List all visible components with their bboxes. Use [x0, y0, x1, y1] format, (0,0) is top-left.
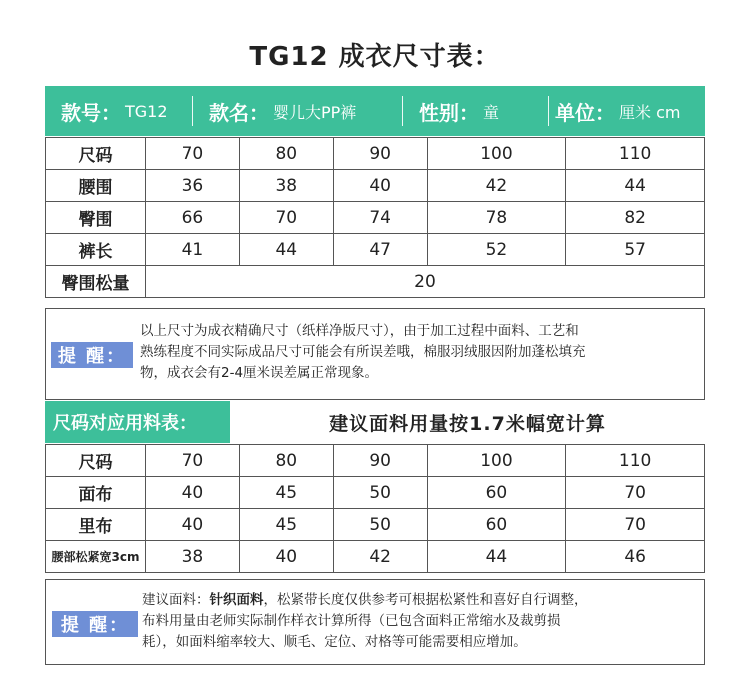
- note-emphasis: 针织面料: [209, 592, 264, 608]
- note-line: [142, 590, 698, 611]
- divider: [548, 96, 549, 126]
- table-row: [46, 234, 705, 266]
- page-title: TG12 成衣尺寸表：: [249, 42, 501, 72]
- table-cell: 110: [566, 138, 705, 170]
- gender: [403, 86, 548, 136]
- row-label: 臀围松量: [46, 266, 146, 298]
- table-row: [46, 445, 705, 477]
- table-cell: 44: [566, 170, 705, 202]
- table-cell: 50: [333, 509, 427, 541]
- tip-badge: 提 醒：: [52, 611, 138, 637]
- info-bar: [45, 86, 705, 136]
- note-text: [140, 321, 696, 384]
- row-label: 尺码: [46, 445, 146, 477]
- table-cell: 40: [333, 170, 427, 202]
- style-name-label: 款名：: [209, 100, 269, 125]
- note-line: 布料用量由老师实际制作样衣计算所得（已包含面料正常缩水及裁剪损: [142, 613, 561, 629]
- note-prefix: 建议面料：: [142, 592, 210, 608]
- table-row: [46, 266, 705, 298]
- table-cell: 80: [239, 445, 333, 477]
- table-cell: 90: [333, 138, 427, 170]
- table-cell: 36: [146, 170, 240, 202]
- table-row: [46, 138, 705, 170]
- table-cell: 70: [566, 509, 705, 541]
- table-row: [46, 509, 705, 541]
- table-cell: 57: [566, 234, 705, 266]
- table-cell: 52: [427, 234, 566, 266]
- table-cell: 82: [566, 202, 705, 234]
- style-name-value: 婴儿大PP裤: [273, 102, 357, 122]
- table-cell: 70: [146, 445, 240, 477]
- unit-label: 单位：: [555, 100, 615, 125]
- table-cell: 45: [239, 509, 333, 541]
- table-cell: 40: [146, 509, 240, 541]
- table-cell: 47: [333, 234, 427, 266]
- table-cell: 60: [427, 477, 566, 509]
- table-cell: 38: [239, 170, 333, 202]
- table-row: [46, 477, 705, 509]
- table-cell: 45: [239, 477, 333, 509]
- table-cell: 20: [146, 266, 705, 298]
- divider: [402, 96, 403, 126]
- style-name: [193, 86, 402, 136]
- table-cell: 70: [239, 202, 333, 234]
- row-label: 尺码: [46, 138, 146, 170]
- note-line: 物，成衣会有2-4厘米误差属正常现象。: [140, 365, 379, 381]
- row-label: 腰部松紧宽3cm: [46, 541, 146, 573]
- style-number-value: TG12: [125, 101, 168, 121]
- row-label: 臀围: [46, 202, 146, 234]
- table-cell: 40: [239, 541, 333, 573]
- unit-value: 厘米 cm: [619, 102, 681, 122]
- note-box: [45, 308, 705, 400]
- gender-value: 童: [483, 102, 500, 122]
- table-cell: 66: [146, 202, 240, 234]
- row-label: 裤长: [46, 234, 146, 266]
- row-label: 腰围: [46, 170, 146, 202]
- table-cell: 38: [146, 541, 240, 573]
- note-box: [45, 579, 705, 665]
- note-line: 以上尺寸为成衣精确尺寸（纸样净版尺寸），由于加工过程中面料、工艺和: [140, 323, 579, 339]
- row-label: 面布: [46, 477, 146, 509]
- note-line: 耗），如面料缩率较大、顺毛、定位、对格等可能需要相应增加。: [142, 634, 527, 650]
- table-cell: 41: [146, 234, 240, 266]
- table-cell: 70: [146, 138, 240, 170]
- table-cell: 70: [566, 477, 705, 509]
- table-cell: 40: [146, 477, 240, 509]
- note-text: [142, 590, 698, 653]
- table-cell: 74: [333, 202, 427, 234]
- table-row: [46, 202, 705, 234]
- note-suffix: ，松紧带长度仅供参考可根据松紧性和喜好自行调整，: [263, 592, 588, 608]
- table-cell: 78: [427, 202, 566, 234]
- table-cell: 80: [239, 138, 333, 170]
- unit: [549, 86, 705, 136]
- table-cell: 42: [333, 541, 427, 573]
- table-cell: 100: [427, 138, 566, 170]
- fabric-section-label: 尺码对应用料表：: [45, 401, 230, 443]
- table-row: [46, 541, 705, 573]
- style-number: [45, 86, 192, 136]
- divider: [192, 96, 193, 126]
- table-row: [46, 170, 705, 202]
- table-cell: 90: [333, 445, 427, 477]
- table-cell: 50: [333, 477, 427, 509]
- table-cell: 46: [566, 541, 705, 573]
- tip-badge: 提 醒：: [51, 342, 133, 368]
- table-cell: 100: [427, 445, 566, 477]
- gender-label: 性别：: [419, 100, 479, 125]
- fabric-table: [45, 444, 705, 573]
- table-cell: 44: [427, 541, 566, 573]
- style-number-label: 款号：: [61, 100, 121, 125]
- fabric-section-headline: 建议面料用量按1.7米幅宽计算: [329, 412, 606, 435]
- note-line: 熟练程度不同实际成品尺寸可能会有所误差哦，棉服羽绒服因附加蓬松填充: [140, 344, 586, 360]
- row-label: 里布: [46, 509, 146, 541]
- fabric-section-header: [45, 401, 705, 443]
- table-cell: 60: [427, 509, 566, 541]
- table-cell: 110: [566, 445, 705, 477]
- size-table: [45, 137, 705, 298]
- table-cell: 44: [239, 234, 333, 266]
- table-cell: 42: [427, 170, 566, 202]
